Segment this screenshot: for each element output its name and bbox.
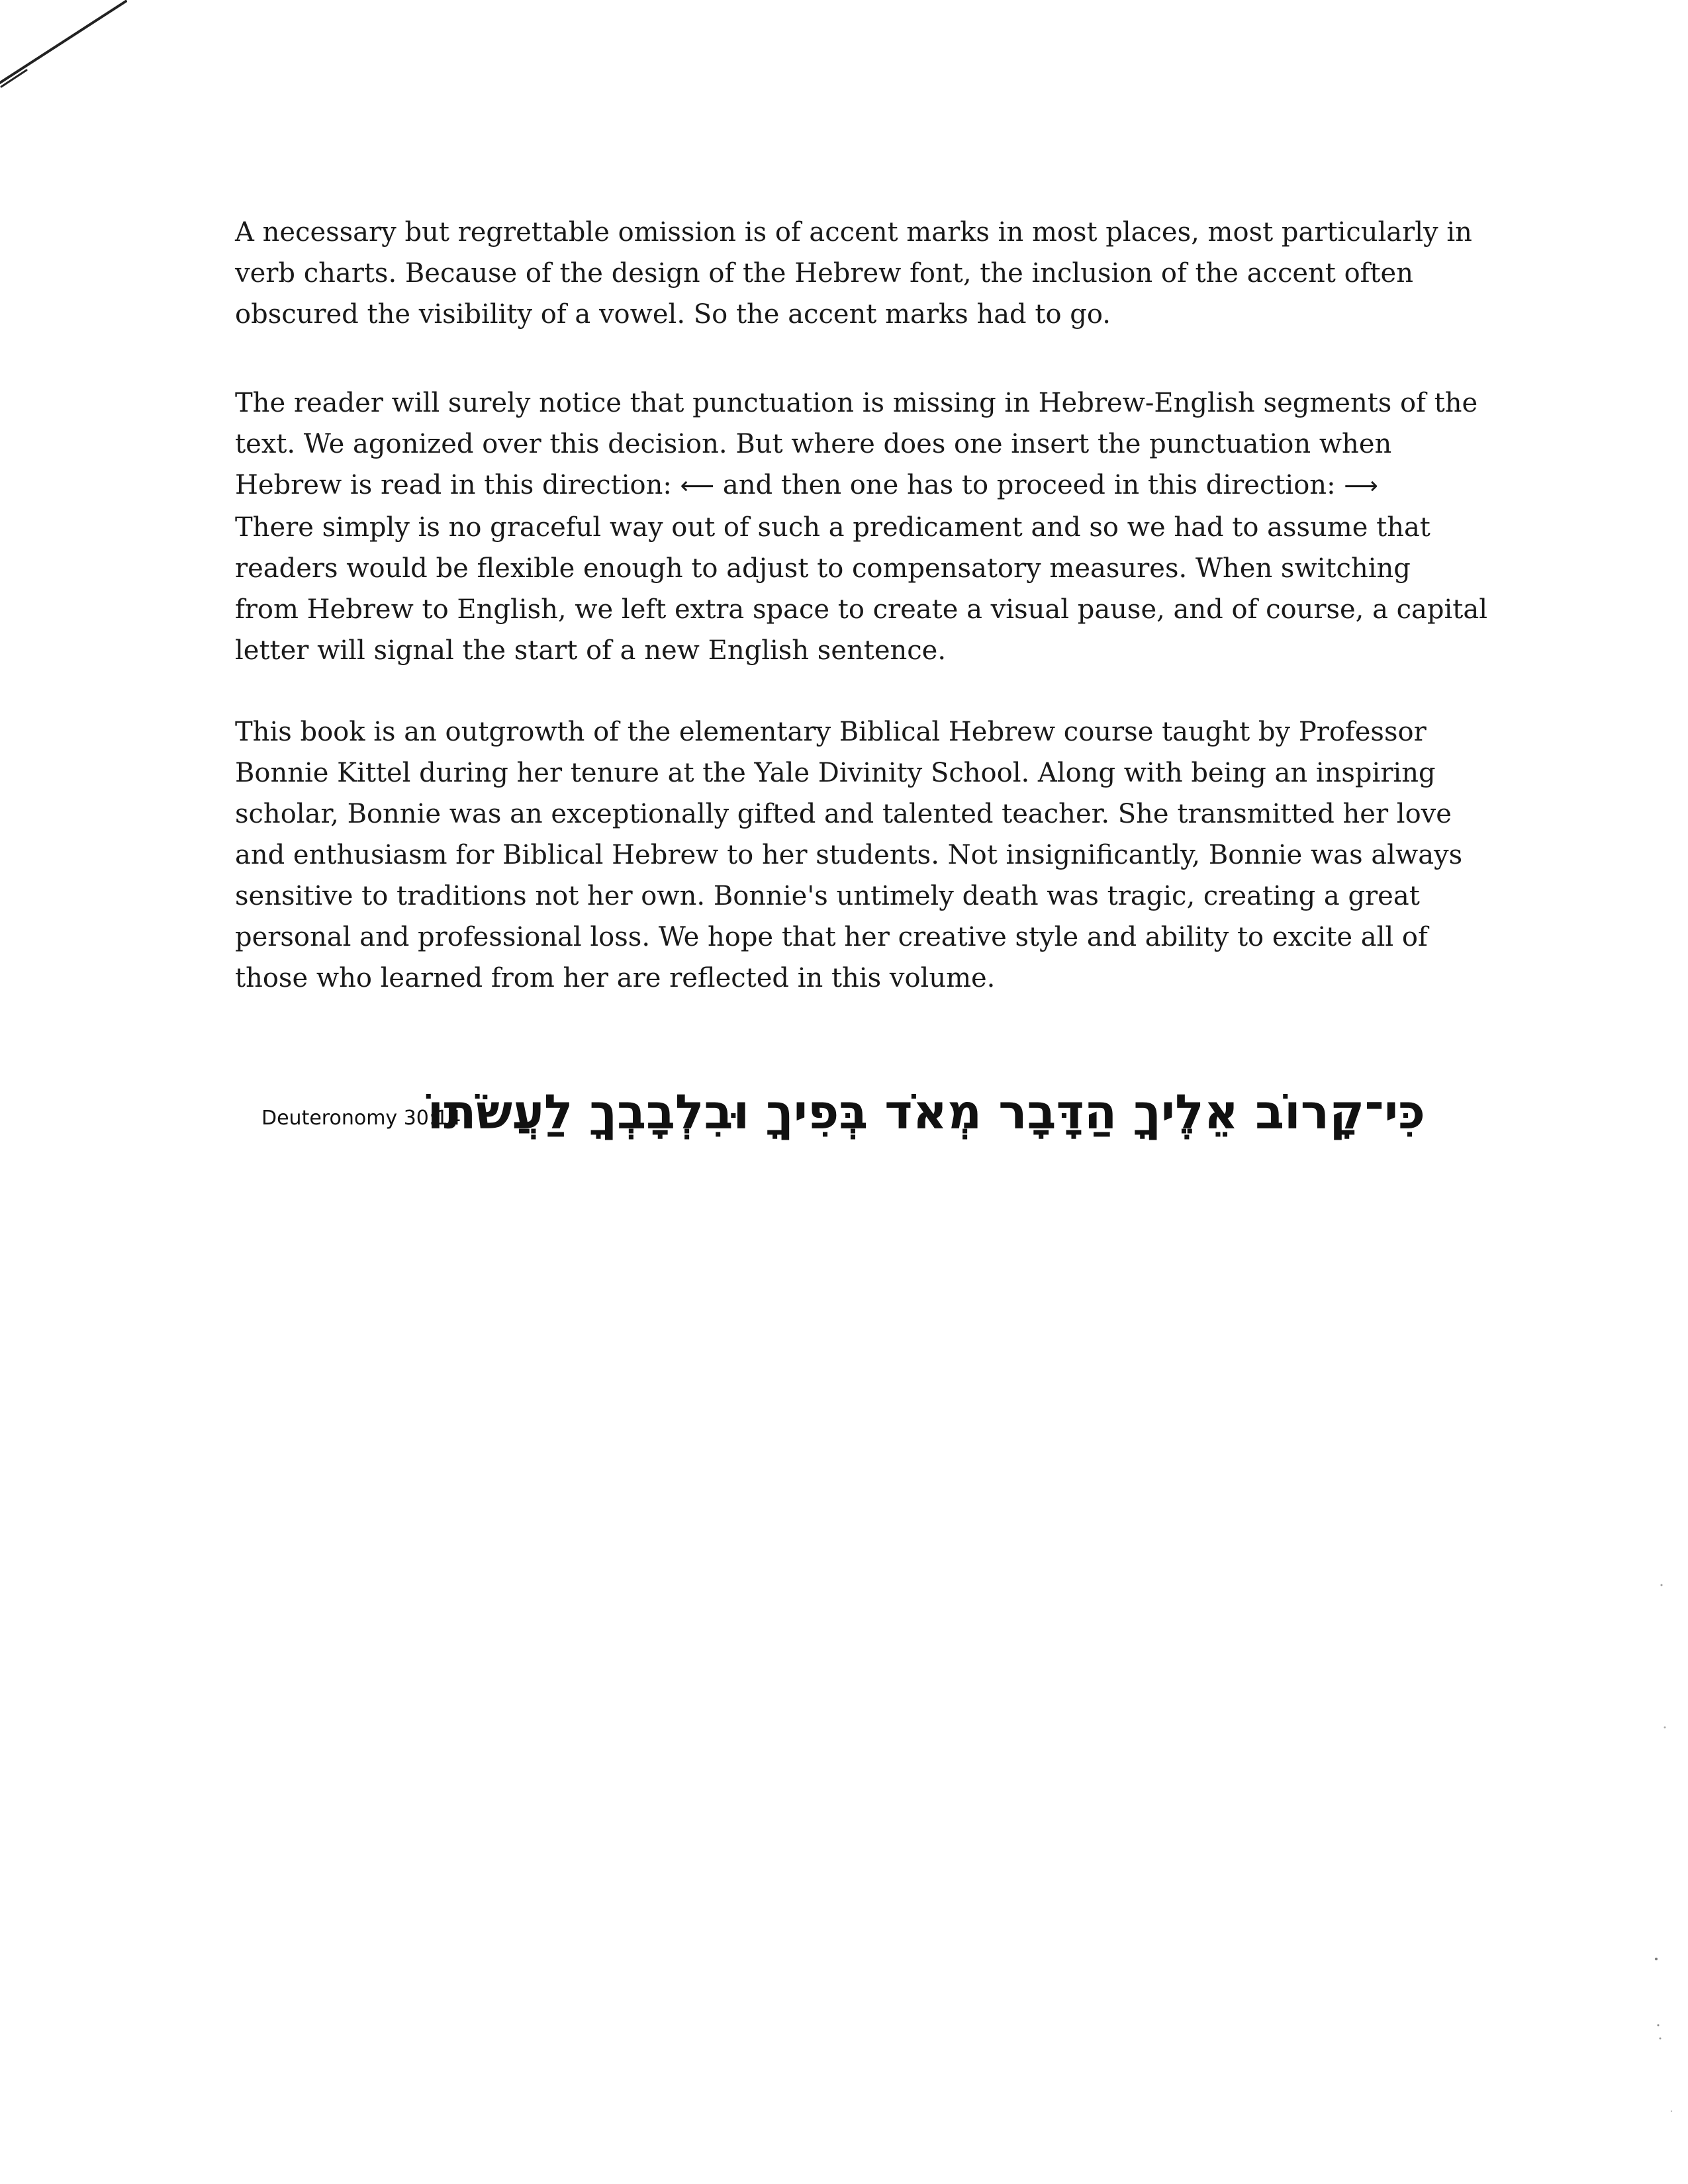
text-line: Bonnie Kittel during her tenure at the Yale Divinity School. Along with being an inspiring (235, 758, 1436, 788)
corner-pen-stroke (0, 0, 132, 93)
direction-text-hebrew: Hebrew is read in this direction: (235, 470, 672, 500)
arrow-left-icon: ⟵ (680, 473, 715, 500)
text-line: those who learned from her are reflected in this volume. (235, 963, 996, 993)
text-line: A necessary but regrettable omission is of accent marks in most places, most particularly in (235, 217, 1472, 248)
text-line: obscured the visibility of a vowel. So the accent marks had to go. (235, 299, 1111, 330)
scan-noise (1609, 1522, 1688, 2184)
direction-line (235, 465, 1473, 507)
text-line: text. We agonized over this decision. But where does one insert the punctuation when (235, 429, 1392, 459)
text-line: letter will signal the start of a new English sentence. (235, 635, 947, 666)
text-line: readers would be flexible enough to adjust to compensatory measures. When switching (235, 553, 1411, 584)
text-line: There simply is no graceful way out of such a predicament and so we had to assume that (235, 512, 1430, 543)
verse-reference: Deuteronomy 30:14 (261, 1107, 461, 1130)
text-line: verb charts. Because of the design of the Hebrew font, the inclusion of the accent often (235, 258, 1413, 289)
text-line: and enthusiasm for Biblical Hebrew to her students. Not insignificantly, Bonnie was always (235, 840, 1463, 870)
arrow-right-icon: ⟶ (1344, 473, 1378, 500)
verse-hebrew-text: כִּי־קָרוֹב אֵלֶיךָ הַדָּבָר מְאֹד בְּפִיךָ וּבִלְבָבְךָ לַעֲשֹׂתוֹ (427, 1084, 1425, 1140)
text-line: sensitive to traditions not her own. Bonnie's untimely death was tragic, creating a great (235, 881, 1420, 911)
paragraph-dedication (235, 711, 1473, 999)
text-line: This book is an outgrowth of the elementary Biblical Hebrew course taught by Professor (235, 717, 1427, 747)
direction-text-english: and then one has to proceed in this direction: (722, 470, 1336, 500)
verse-quotation (261, 1072, 1427, 1145)
text-line: personal and professional loss. We hope that her creative style and ability to excite all of (235, 922, 1428, 952)
text-line: from Hebrew to English, we left extra space to create a visual pause, and of course, a capital (235, 594, 1488, 625)
text-line: scholar, Bonnie was an exceptionally gifted and talented teacher. She transmitted her love (235, 799, 1452, 829)
paragraph-accent-marks (235, 212, 1473, 335)
text-line: The reader will surely notice that punctuation is missing in Hebrew-English segments of the (235, 388, 1478, 418)
paragraph-punctuation (235, 383, 1488, 671)
